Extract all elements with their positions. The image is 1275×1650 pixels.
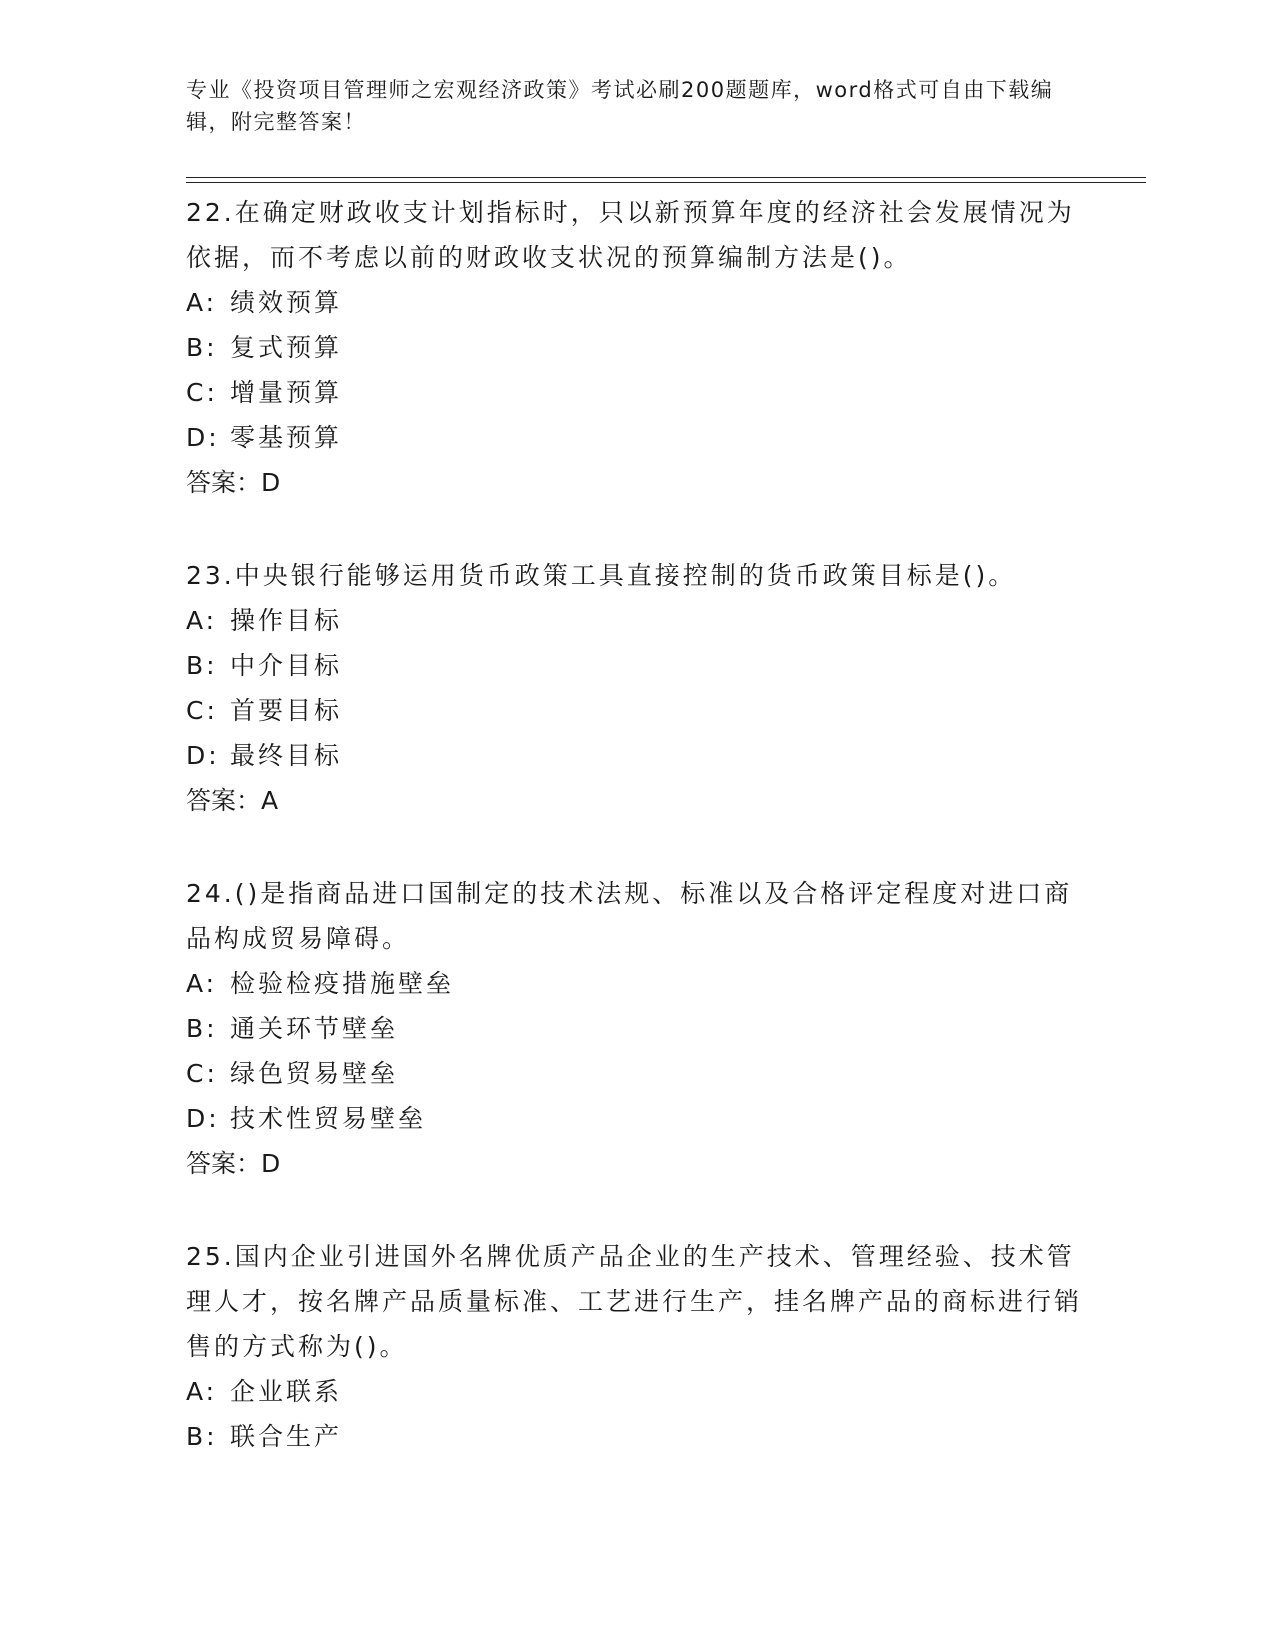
option-text: 增量预算 (230, 378, 343, 407)
option-letter: A: (186, 969, 218, 998)
header-divider-bottom (186, 182, 1146, 183)
option-letter: D: (186, 1104, 220, 1133)
document-header: 专业《投资项目管理师之宏观经济政策》考试必刷200题题库，word格式可自由下载编辑，附完整答案！ (186, 78, 1054, 134)
option-d (186, 1096, 1086, 1141)
question-23 (186, 553, 1086, 823)
option-text: 联合生产 (230, 1422, 343, 1451)
option-letter: B: (186, 1014, 218, 1043)
question-stem: 22.在确定财政收支计划指标时，只以新预算年度的经济社会发展情况为依据，而不考虑以前的财政收支状况的预算编制方法是()。 (186, 198, 1075, 272)
option-letter: C: (186, 696, 218, 725)
question-24 (186, 871, 1086, 1186)
option-letter: D: (186, 741, 220, 770)
option-c (186, 370, 1086, 415)
option-text: 中介目标 (230, 651, 343, 680)
question-22 (186, 190, 1086, 505)
option-b (186, 325, 1086, 370)
answer-line: 答案：D (186, 1149, 281, 1178)
question-25 (186, 1234, 1086, 1459)
option-text: 最终目标 (230, 741, 343, 770)
header-divider-top (186, 177, 1146, 178)
option-text: 首要目标 (230, 696, 343, 725)
option-b (186, 643, 1086, 688)
option-d (186, 733, 1086, 778)
option-d (186, 415, 1086, 460)
option-letter: D: (186, 423, 220, 452)
option-a (186, 598, 1086, 643)
option-letter: A: (186, 606, 218, 635)
option-a (186, 1369, 1086, 1414)
option-letter: B: (186, 333, 218, 362)
option-letter: A: (186, 288, 218, 317)
option-a (186, 280, 1086, 325)
answer-line: 答案：A (186, 786, 279, 815)
option-text: 操作目标 (230, 606, 343, 635)
option-text: 绩效预算 (230, 288, 343, 317)
option-text: 绿色贸易壁垒 (230, 1059, 399, 1088)
option-c (186, 688, 1086, 733)
option-a (186, 961, 1086, 1006)
option-text: 零基预算 (230, 423, 343, 452)
option-text: 通关环节壁垒 (230, 1014, 399, 1043)
question-list (186, 190, 1086, 1507)
question-stem: 24.()是指商品进口国制定的技术法规、标准以及合格评定程度对进口商品构成贸易障碍。 (186, 879, 1073, 953)
option-text: 检验检疫措施壁垒 (230, 969, 455, 998)
question-stem: 25.国内企业引进国外名牌优质产品企业的生产技术、管理经验、技术管理人才，按名牌产品质量标准、工艺进行生产，挂名牌产品的商标进行销售的方式称为()。 (186, 1242, 1083, 1361)
option-letter: C: (186, 378, 218, 407)
option-text: 复式预算 (230, 333, 343, 362)
option-letter: B: (186, 651, 218, 680)
option-c (186, 1051, 1086, 1096)
option-b (186, 1414, 1086, 1459)
answer-line: 答案：D (186, 468, 281, 497)
option-text: 企业联系 (230, 1377, 343, 1406)
option-letter: C: (186, 1059, 218, 1088)
option-letter: A: (186, 1377, 218, 1406)
option-letter: B: (186, 1422, 218, 1451)
question-stem: 23.中央银行能够运用货币政策工具直接控制的货币政策目标是()。 (186, 561, 1017, 590)
option-b (186, 1006, 1086, 1051)
option-text: 技术性贸易壁垒 (230, 1104, 427, 1133)
